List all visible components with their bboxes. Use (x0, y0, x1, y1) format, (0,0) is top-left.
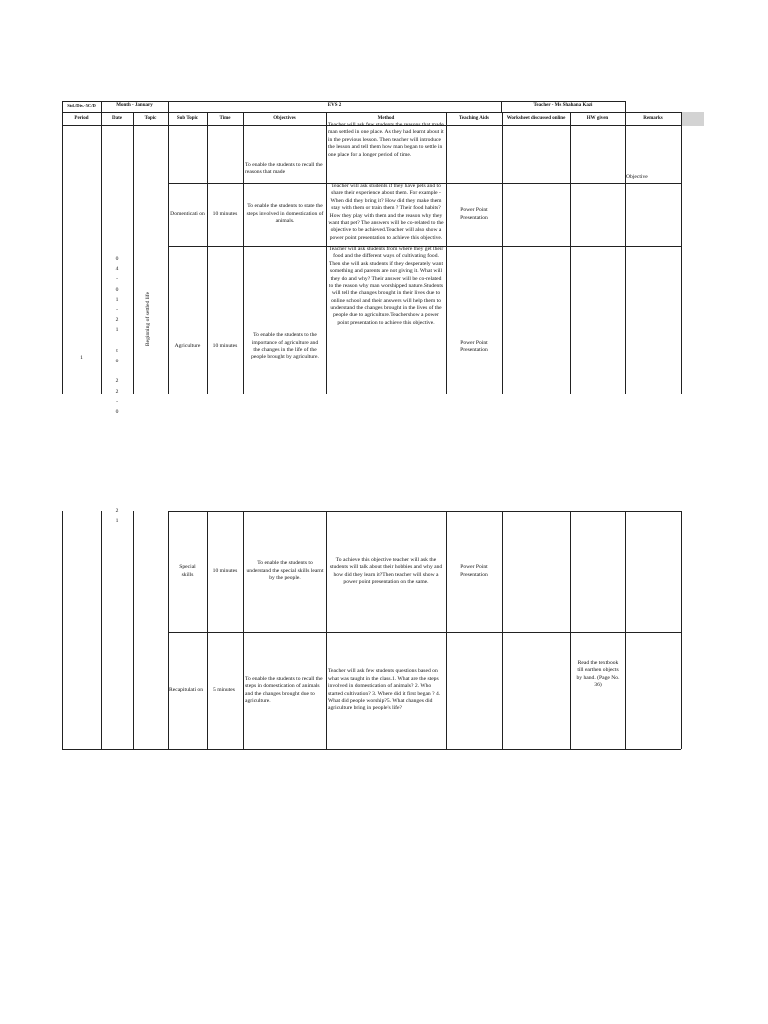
col-method: Method (377, 115, 395, 121)
date-char: 2 (115, 317, 119, 324)
date-char: 1 (115, 327, 119, 334)
row-1-teaching-aids: Power Point Presentation (460, 207, 488, 221)
row-0-objective: To enable the students to recall the reasons that made (245, 162, 323, 176)
row-3-sub-topic: Special skills (179, 564, 196, 578)
date-char: - (116, 276, 118, 283)
date-char: o (115, 358, 119, 365)
row-1-objective: To enable the students to state the steps involved in domestication of animals. (246, 203, 324, 225)
row-0-method: Teacher will ask few students the reasons that made man settled in one place. As they had learnt about it in the previous lesson. Then teacher will introduce the lesson and tell them how man began to settle in one place for a longer period of time. (328, 122, 444, 158)
date-char: 0 (115, 256, 119, 262)
row-4-hw-given: Read the textbook till earthen objects by hand. (Page No. 36) (576, 660, 620, 689)
date-char: 0 (115, 409, 119, 416)
topic-vertical: Beginning of settled life (145, 291, 151, 347)
header-shade (681, 112, 704, 126)
header-month: Month - January (116, 103, 153, 108)
date-char: - (116, 307, 118, 314)
date-char: 1 (115, 518, 119, 525)
date-char: 2 (115, 388, 119, 395)
date-vertical-top (110, 254, 124, 416)
row-1-sub-topic: Domenticati on (170, 210, 205, 217)
row-4-time: 5 minutes (213, 686, 235, 693)
row-1-time: 10 minutes (212, 210, 238, 217)
row-4-sub-topic: Recapitulati on (169, 686, 204, 693)
col-time: Time (219, 115, 231, 121)
date-char: 0 (115, 286, 119, 293)
row-1-method: Teacher will ask students if they have pets and to share their experience about them. For example - When did they bring it? How did they make them stay with them or train them ? Their food habits? How they play with them and the reason why they want that pet? The answers will be co-related to the objective to be achieved.Teacher will also show a power point presentation to achieve this objective. (328, 183, 444, 241)
header-teacher: Teacher - Ms Shahana Kazi (533, 103, 593, 108)
row-4-method: Teacher will ask few students questions based on what was taught in the class.1. What are the steps involved in domestication of animals? 2. Who started cultivation? 3. Where did it first began ? 4. What did people worship?5. What changes did agriculture bring in people's life? (328, 668, 441, 712)
date-vertical-bottom (110, 506, 124, 526)
row-2-objective: To enable the students to the importance of agriculture and the changes in the life of the people brought by agriculture. (251, 332, 319, 361)
date-char (110, 366, 124, 376)
date-char: - (116, 398, 118, 405)
date-char: 1 (115, 296, 119, 303)
date-char: t (116, 347, 118, 354)
col-period: Period (74, 115, 89, 121)
date-char: 4 (115, 266, 119, 273)
period-number: 1 (80, 355, 83, 361)
col-sub-topic: Sub Topic (176, 115, 199, 121)
col-hw-given: HW given (586, 115, 609, 121)
row-2-time: 10 minutes (212, 343, 238, 350)
col-objectives: Objectives (273, 115, 296, 121)
col-teaching-aids: Teaching Aids (459, 115, 489, 121)
col-worksheet: Worksheet discussed online (506, 115, 566, 121)
date-char: 2 (115, 508, 119, 514)
row-2-method: Teacher will ask students from where they get their food and the different ways of cultivating food. Then she will ask students if they desperately want something and parents are not giving it. What will they do and why? Their answer will be co-related to the reason why man worshipped nature.Students will tell the changes brought in their lives due to online school and their answers will help them to understand the changes brought in the lives of the people due to agriculture.Teachershow a power point presentation to achieve this objective. (328, 246, 444, 326)
col-topic: Topic (144, 115, 157, 121)
row-2-sub-topic: Agriculture (174, 343, 201, 350)
row-3-teaching-aids: Power Point Presentation (460, 564, 488, 578)
date-char (110, 336, 124, 346)
remarks-first: Objective (626, 174, 648, 180)
header-subject: EVS 2 (327, 103, 342, 108)
row-3-method: To achieve this objective teacher will ask the students will talk about their hobbies and why and how did they learn it?Then teacher will show a power point presentation on the same. (329, 556, 443, 585)
row-4-objective: To enable the students to recall the steps in domestication of animals and the changes brought due to agriculture. (245, 675, 323, 704)
col-remarks: Remarks (643, 115, 663, 121)
row-2-teaching-aids: Power Point Presentation (460, 339, 488, 353)
row-3-objective: To enable the students to understand the special skills learnt by the people. (246, 560, 324, 582)
header-std: Std./Div.-5C/D (67, 103, 96, 108)
col-date: Date (112, 115, 122, 121)
date-char: 2 (115, 378, 119, 385)
row-3-time: 10 minutes (212, 567, 238, 574)
